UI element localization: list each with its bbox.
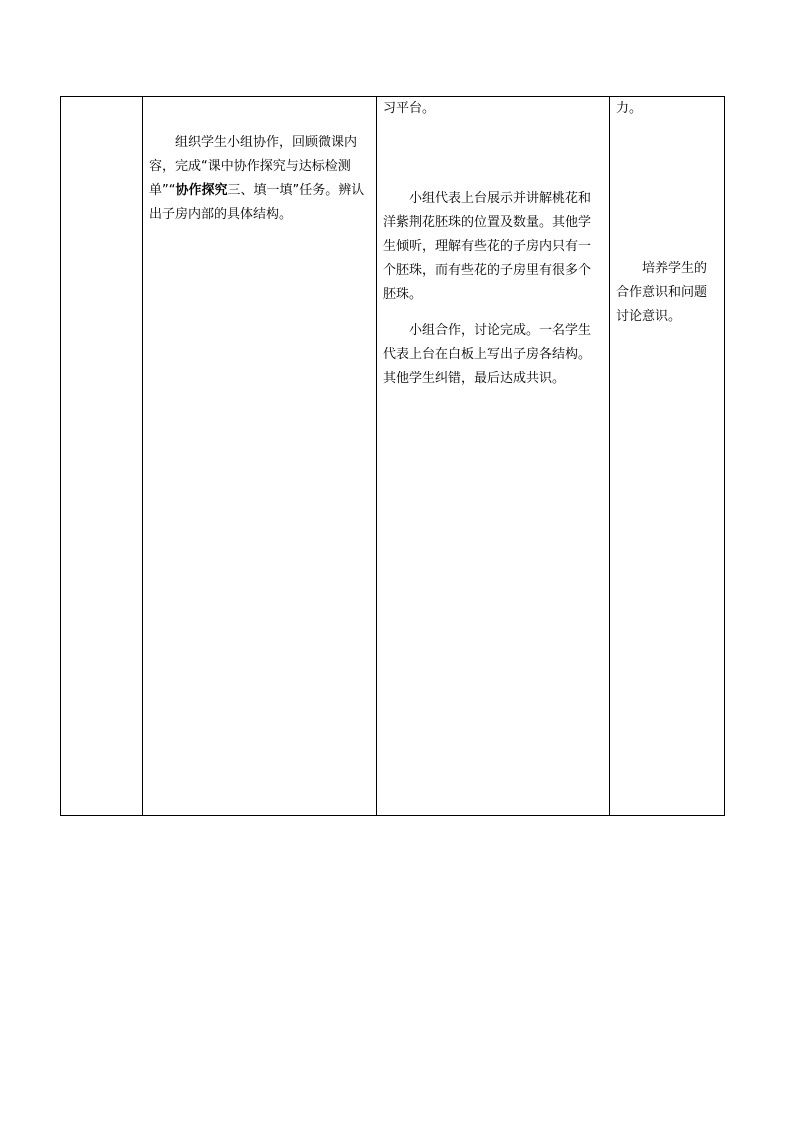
table-cell-design-intent [610,97,725,816]
table-cell-student-activity [377,97,610,816]
table-cell-stage [61,97,143,816]
student-activity-paragraph-2: 小组合作，讨论完成。一名学生代表上台在白板上写出子房各结构。其他学生纠错，最后达成共识。 [383,323,592,386]
lesson-plan-table [60,96,725,816]
teacher-activity-paragraph [149,131,370,227]
table-cell-teacher-activity [143,97,377,816]
design-intent-paragraph: 培养学生的合作意识和问题讨论意识。 [616,261,708,324]
teacher-activity-text-end: 三、填一填”任务。辨认出子房内部的具体结构。 [149,183,365,222]
design-intent-continued: 力。 [616,101,643,116]
teacher-activity-text: 组织学生小组协作，回顾微课内容，完成“课中协作探究与达标检测单”“ [149,135,358,198]
table-row [61,97,725,816]
teacher-activity-bold-text: 协作探究 [175,183,228,198]
student-activity-continued: 习平台。 [383,101,436,116]
student-activity-paragraph-1: 小组代表上台展示并讲解桃花和洋紫荆花胚珠的位置及数量。其他学生倾听，理解有些花的子房内只有一个胚珠，而有些花的子房里有很多个胚珠。 [383,191,592,302]
